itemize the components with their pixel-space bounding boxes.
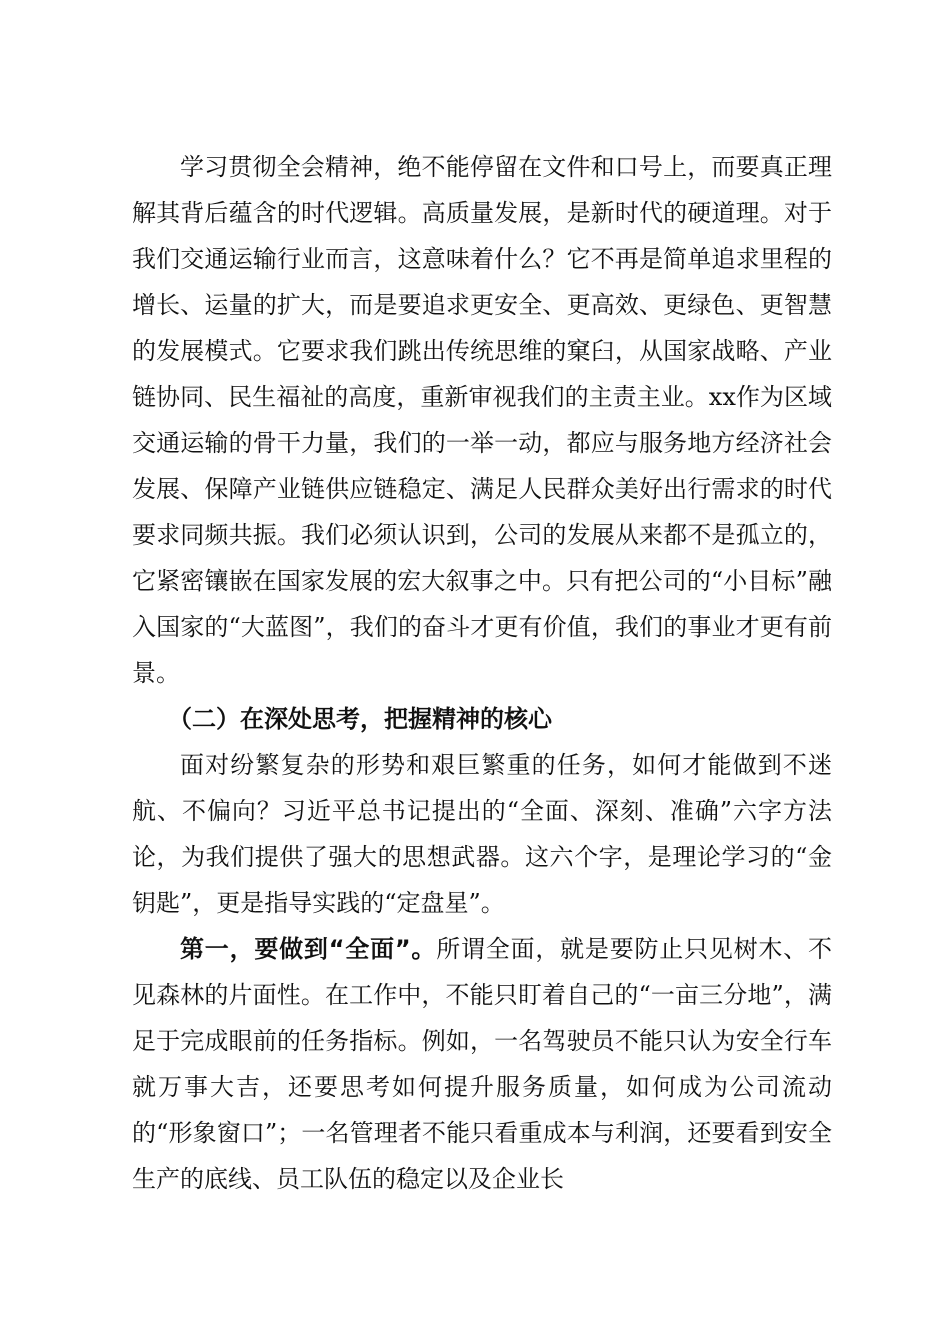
paragraph-2: 面对纷繁复杂的形势和艰巨繁重的任务，如何才能做到不迷航、不偏向？习近平总书记提出的“全面、深刻、准确”六字方法论，为我们提供了强大的思想武器。这六个字，是理论学习的“金钥匙”，更是指导实践的“定盘星”。	[132, 751, 832, 917]
paragraph-3	[132, 926, 832, 1202]
paragraph-3-body: 所谓全面，就是要防止只见树木、不见森林的片面性。在工作中，不能只盯着自己的“一亩三分地”，满足于完成眼前的任务指标。例如，一名驾驶员不能只认为安全行车就万事大吉，还要思考如何提升服务质量，如何成为公司流动的“形象窗口”；一名管理者不能只看重成本与利润，还要看到安全生产的底线、员工队伍的稳定以及企业长	[132, 935, 833, 1193]
paragraph-3-lead: 第一，要做到“全面”。	[180, 935, 437, 963]
section-heading: （二）在深处思考，把握精神的核心	[168, 705, 552, 733]
paragraph-1: 学习贯彻全会精神，绝不能停留在文件和口号上，而要真正理解其背后蕴含的时代逻辑。高质量发展，是新时代的硬道理。对于我们交通运输行业而言，这意味着什么？它不再是简单追求里程的增长、运量的扩大，而是要追求更安全、更高效、更绿色、更智慧的发展模式。它要求我们跳出传统思维的窠臼，从国家战略、产业链协同、民生福祉的高度，重新审视我们的主责主业。xx作为区域交通运输的骨干力量，我们的一举一动，都应与服务地方经济社会发展、保障产业链供应链稳定、满足人民群众美好出行需求的时代要求同频共振。我们必须认识到，公司的发展从来都不是孤立的，它紧密镶嵌在国家发展的宏大叙事之中。只有把公司的“小目标”融入国家的“大蓝图”，我们的奋斗才更有价值，我们的事业才更有前景。	[132, 153, 832, 687]
document-body	[132, 144, 832, 1202]
